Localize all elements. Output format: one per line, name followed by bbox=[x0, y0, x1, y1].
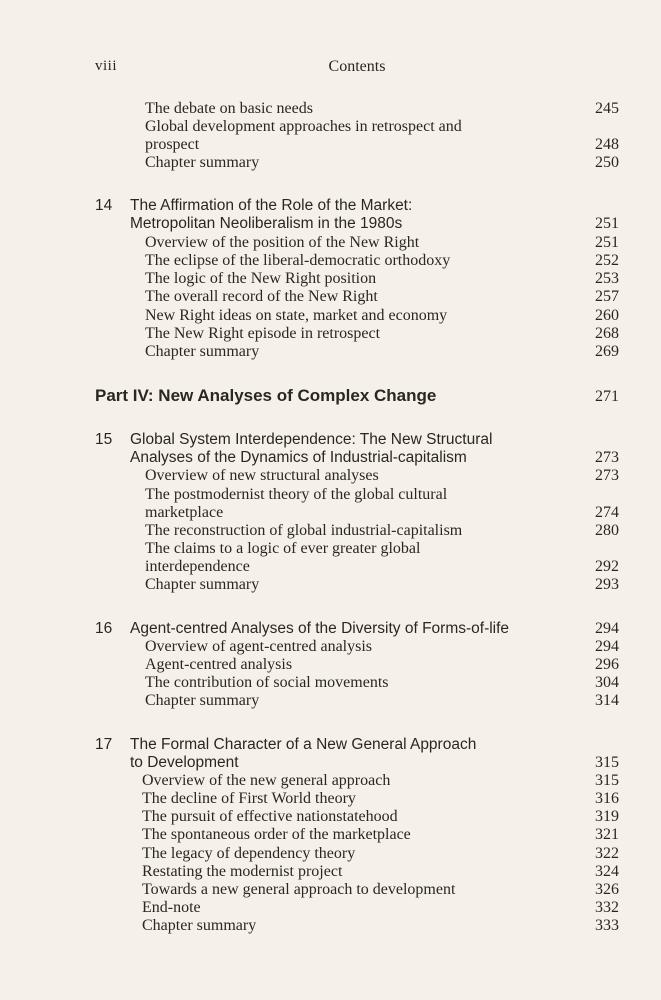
toc-page: 293 bbox=[595, 576, 619, 593]
toc-page: 332 bbox=[595, 899, 619, 916]
toc-page: 316 bbox=[595, 790, 619, 807]
chapter-page: 294 bbox=[595, 620, 619, 637]
toc-entry: The New Right episode in retrospect bbox=[145, 325, 381, 342]
toc-page: 250 bbox=[595, 154, 619, 171]
toc-page: 280 bbox=[595, 522, 619, 539]
toc-page: 257 bbox=[595, 288, 619, 305]
toc-page: 260 bbox=[595, 307, 619, 324]
toc-entry-continued: prospect bbox=[145, 136, 200, 153]
toc-entry: The overall record of the New Right bbox=[145, 288, 378, 305]
part-page: 271 bbox=[595, 388, 619, 405]
toc-page: 294 bbox=[595, 638, 619, 655]
chapter-title: The Formal Character of a New General Approach bbox=[130, 736, 477, 753]
chapter-page: 315 bbox=[595, 754, 619, 771]
toc-entry-continued: marketplace bbox=[145, 504, 224, 521]
part-heading: Part IV: New Analyses of Complex Change bbox=[95, 386, 437, 405]
toc-page: 322 bbox=[595, 845, 619, 862]
toc-entry: The postmodernist theory of the global cultural bbox=[145, 486, 448, 503]
chapter-page: 251 bbox=[595, 215, 619, 232]
toc-entry: Restating the modernist project bbox=[142, 863, 343, 880]
toc-page: 268 bbox=[595, 325, 619, 342]
chapter-number: 14 bbox=[95, 197, 113, 214]
toc-page: 269 bbox=[595, 343, 619, 360]
toc-entry: Overview of the position of the New Right bbox=[145, 234, 420, 251]
page-number: viii bbox=[95, 58, 118, 74]
chapter-number: 16 bbox=[95, 620, 113, 637]
toc-page: 274 bbox=[595, 504, 619, 521]
toc-entry: Agent-centred analysis bbox=[145, 656, 293, 673]
toc-page: 253 bbox=[595, 270, 619, 287]
toc-entry-continued: interdependence bbox=[145, 558, 250, 575]
toc-page: 252 bbox=[595, 252, 619, 269]
toc-entry: Chapter summary bbox=[145, 576, 260, 593]
toc-page: 333 bbox=[595, 917, 619, 934]
toc-page: 292 bbox=[595, 558, 619, 575]
chapter-title: Global System Interdependence: The New Structural bbox=[130, 431, 493, 448]
toc-page: 251 bbox=[595, 234, 619, 251]
chapter-title-continued: Analyses of the Dynamics of Industrial-capitalism bbox=[130, 449, 467, 466]
toc-entry: The debate on basic needs bbox=[145, 100, 313, 117]
toc-entry: The logic of the New Right position bbox=[145, 270, 377, 287]
toc-entry: Chapter summary bbox=[145, 692, 260, 709]
running-head bbox=[95, 58, 619, 80]
toc-entry: The decline of First World theory bbox=[142, 790, 356, 807]
toc-page: 245 bbox=[595, 100, 619, 117]
toc-entry: Global development approaches in retrospect and bbox=[145, 118, 462, 135]
toc-entry: Chapter summary bbox=[145, 154, 260, 171]
toc-entry: The eclipse of the liberal-democratic orthodoxy bbox=[145, 252, 451, 269]
chapter-title-continued: to Development bbox=[130, 754, 239, 771]
toc-entry: Chapter summary bbox=[142, 917, 257, 934]
toc-entry: The contribution of social movements bbox=[145, 674, 389, 691]
chapter-page: 273 bbox=[595, 449, 619, 466]
toc-entry: The reconstruction of global industrial-capitalism bbox=[145, 522, 463, 539]
toc-page: 321 bbox=[595, 826, 619, 843]
chapter-title: Agent-centred Analyses of the Diversity of Forms-of-life bbox=[130, 620, 510, 637]
toc-page: 304 bbox=[595, 674, 619, 691]
toc-page: 296 bbox=[595, 656, 619, 673]
toc-entry: Towards a new general approach to development bbox=[142, 881, 456, 898]
toc-page: 315 bbox=[595, 772, 619, 789]
toc-entry: The spontaneous order of the marketplace bbox=[142, 826, 411, 843]
toc-page: 248 bbox=[595, 136, 619, 153]
toc-entry: Chapter summary bbox=[145, 343, 260, 360]
toc-entry: Overview of new structural analyses bbox=[145, 467, 379, 484]
chapter-title-continued: Metropolitan Neoliberalism in the 1980s bbox=[130, 215, 403, 232]
chapter-title: The Affirmation of the Role of the Market: bbox=[130, 197, 413, 214]
chapter-number: 15 bbox=[95, 431, 113, 448]
page-title: Contents bbox=[328, 58, 386, 75]
toc-page: 319 bbox=[595, 808, 619, 825]
toc-page: 326 bbox=[595, 881, 619, 898]
toc-page: 314 bbox=[595, 692, 619, 709]
toc-entry: The pursuit of effective nationstatehood bbox=[142, 808, 398, 825]
toc-entry: Overview of agent-centred analysis bbox=[145, 638, 373, 655]
chapter-number: 17 bbox=[95, 736, 113, 753]
toc-entry: End-note bbox=[142, 899, 201, 916]
toc-entry: New Right ideas on state, market and economy bbox=[145, 307, 448, 324]
toc-entry: Overview of the new general approach bbox=[142, 772, 391, 789]
toc-page: 273 bbox=[595, 467, 619, 484]
toc-entry: The legacy of dependency theory bbox=[142, 845, 356, 862]
toc-page: 324 bbox=[595, 863, 619, 880]
toc-entry: The claims to a logic of ever greater global bbox=[145, 540, 421, 557]
